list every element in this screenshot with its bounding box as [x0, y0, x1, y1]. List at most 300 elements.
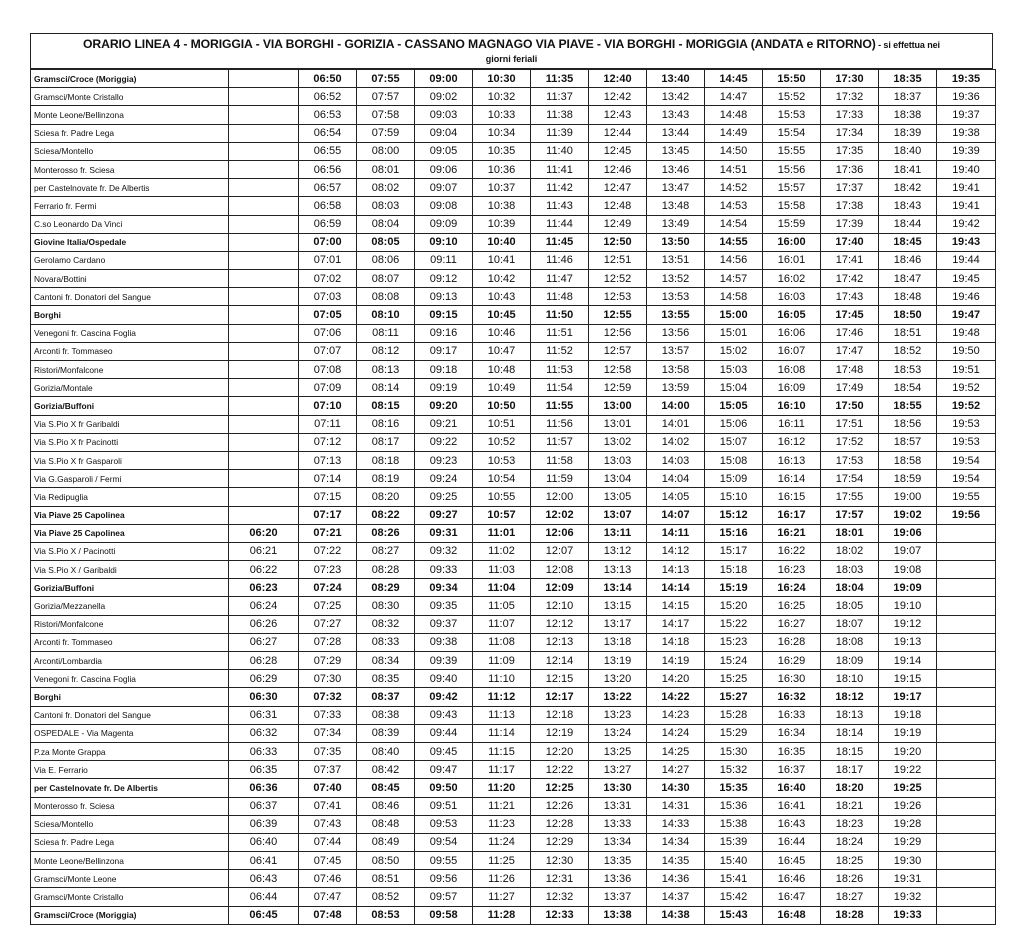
departure-time: 19:38	[937, 124, 996, 142]
departure-time	[229, 160, 299, 178]
departure-time	[937, 779, 996, 797]
departure-time: 14:13	[647, 561, 705, 579]
departure-time: 15:58	[763, 197, 821, 215]
departure-time: 13:33	[589, 815, 647, 833]
departure-time: 09:31	[415, 524, 473, 542]
departure-time: 07:12	[299, 433, 357, 451]
departure-time: 18:45	[879, 233, 937, 251]
departure-time: 07:33	[299, 706, 357, 724]
departure-time: 18:21	[821, 797, 879, 815]
stop-name: Arconti/Lombardia	[31, 652, 229, 670]
departure-time: 09:06	[415, 160, 473, 178]
departure-time: 09:05	[415, 142, 473, 160]
departure-time: 14:17	[647, 615, 705, 633]
departure-time: 08:37	[357, 688, 415, 706]
timetable-row	[31, 706, 996, 724]
departure-time: 18:12	[821, 688, 879, 706]
timetable-row	[31, 433, 996, 451]
stop-name: Via S.Pio X / Pacinotti	[31, 542, 229, 560]
departure-time: 19:32	[879, 888, 937, 906]
departure-time: 13:34	[589, 833, 647, 851]
departure-time	[937, 761, 996, 779]
departure-time: 19:14	[879, 652, 937, 670]
departure-time: 06:20	[229, 524, 299, 542]
departure-time: 09:53	[415, 815, 473, 833]
departure-time	[229, 342, 299, 360]
departure-time: 16:21	[763, 524, 821, 542]
departure-time: 07:07	[299, 342, 357, 360]
departure-time: 15:41	[705, 870, 763, 888]
departure-time	[937, 815, 996, 833]
departure-time: 18:44	[879, 215, 937, 233]
timetable-row	[31, 797, 996, 815]
departure-time: 14:03	[647, 451, 705, 469]
timetable-row	[31, 470, 996, 488]
departure-time: 07:58	[357, 106, 415, 124]
departure-time: 16:12	[763, 433, 821, 451]
departure-time: 15:28	[705, 706, 763, 724]
departure-time	[937, 706, 996, 724]
departure-time	[229, 288, 299, 306]
departure-time: 19:30	[879, 852, 937, 870]
departure-time: 13:20	[589, 670, 647, 688]
stop-name: Sciesa fr. Padre Lega	[31, 124, 229, 142]
timetable-row	[31, 870, 996, 888]
departure-time: 07:40	[299, 779, 357, 797]
departure-time: 19:52	[937, 379, 996, 397]
departure-time: 15:40	[705, 852, 763, 870]
departure-time	[229, 179, 299, 197]
departure-time: 13:50	[647, 233, 705, 251]
departure-time: 10:51	[473, 415, 531, 433]
departure-time: 08:35	[357, 670, 415, 688]
departure-time: 19:18	[879, 706, 937, 724]
departure-time: 16:11	[763, 415, 821, 433]
departure-time: 14:30	[647, 779, 705, 797]
departure-time: 18:43	[879, 197, 937, 215]
departure-time	[937, 670, 996, 688]
departure-time: 18:53	[879, 361, 937, 379]
departure-time: 09:39	[415, 652, 473, 670]
departure-time: 13:38	[589, 906, 647, 924]
departure-time: 18:40	[879, 142, 937, 160]
departure-time: 11:43	[531, 197, 589, 215]
timetable-row	[31, 324, 996, 342]
departure-time: 14:53	[705, 197, 763, 215]
timetable-row	[31, 142, 996, 160]
departure-time: 16:01	[763, 251, 821, 269]
departure-time: 16:41	[763, 797, 821, 815]
departure-time: 18:46	[879, 251, 937, 269]
departure-time: 09:24	[415, 470, 473, 488]
departure-time: 17:40	[821, 233, 879, 251]
departure-time: 06:24	[229, 597, 299, 615]
departure-time: 08:04	[357, 215, 415, 233]
departure-time: 06:58	[299, 197, 357, 215]
timetable-row	[31, 742, 996, 760]
departure-time: 13:02	[589, 433, 647, 451]
departure-time: 14:52	[705, 179, 763, 197]
departure-time: 19:07	[879, 542, 937, 560]
departure-time: 12:57	[589, 342, 647, 360]
departure-time: 12:43	[589, 106, 647, 124]
departure-time: 19:12	[879, 615, 937, 633]
departure-time	[229, 88, 299, 106]
departure-time: 11:39	[531, 124, 589, 142]
stop-name: Monterosso fr. Sciesa	[31, 797, 229, 815]
departure-time: 14:19	[647, 652, 705, 670]
departure-time: 19:51	[937, 361, 996, 379]
departure-time: 07:47	[299, 888, 357, 906]
stop-name: Sciesa fr. Padre Lega	[31, 833, 229, 851]
departure-time: 18:41	[879, 160, 937, 178]
departure-time: 19:37	[937, 106, 996, 124]
departure-time: 18:47	[879, 270, 937, 288]
departure-time: 09:32	[415, 542, 473, 560]
departure-time: 08:48	[357, 815, 415, 833]
departure-time: 18:05	[821, 597, 879, 615]
departure-time: 15:03	[705, 361, 763, 379]
departure-time: 11:17	[473, 761, 531, 779]
timetable-row	[31, 779, 996, 797]
departure-time: 09:27	[415, 506, 473, 524]
stop-name: Via G.Gasparoli / Fermi	[31, 470, 229, 488]
timetable-row	[31, 342, 996, 360]
timetable-row	[31, 579, 996, 597]
departure-time	[229, 451, 299, 469]
timetable-row	[31, 233, 996, 251]
departure-time: 17:51	[821, 415, 879, 433]
departure-time: 17:57	[821, 506, 879, 524]
departure-time: 16:34	[763, 724, 821, 742]
departure-time: 11:13	[473, 706, 531, 724]
departure-time: 08:03	[357, 197, 415, 215]
timetable-row	[31, 179, 996, 197]
departure-time: 11:08	[473, 633, 531, 651]
departure-time: 13:47	[647, 179, 705, 197]
timetable-row	[31, 106, 996, 124]
departure-time: 09:55	[415, 852, 473, 870]
departure-time: 14:14	[647, 579, 705, 597]
departure-time	[229, 306, 299, 324]
departure-time: 12:28	[531, 815, 589, 833]
departure-time: 11:20	[473, 779, 531, 797]
departure-time: 07:35	[299, 742, 357, 760]
departure-time: 11:24	[473, 833, 531, 851]
departure-time: 11:12	[473, 688, 531, 706]
departure-time: 15:02	[705, 342, 763, 360]
departure-time: 06:28	[229, 652, 299, 670]
departure-time: 14:54	[705, 215, 763, 233]
departure-time: 07:09	[299, 379, 357, 397]
departure-time: 08:22	[357, 506, 415, 524]
timetable-row	[31, 288, 996, 306]
departure-time: 11:47	[531, 270, 589, 288]
stop-name: Cantoni fr. Donatori del Sangue	[31, 706, 229, 724]
departure-time: 13:18	[589, 633, 647, 651]
departure-time: 15:12	[705, 506, 763, 524]
departure-time: 15:30	[705, 742, 763, 760]
departure-time: 12:12	[531, 615, 589, 633]
departure-time: 16:06	[763, 324, 821, 342]
departure-time: 09:22	[415, 433, 473, 451]
departure-time: 07:01	[299, 251, 357, 269]
departure-time	[937, 579, 996, 597]
departure-time: 14:51	[705, 160, 763, 178]
departure-time: 13:58	[647, 361, 705, 379]
departure-time: 07:57	[357, 88, 415, 106]
departure-time	[937, 742, 996, 760]
departure-time: 10:54	[473, 470, 531, 488]
departure-time: 12:32	[531, 888, 589, 906]
departure-time: 17:45	[821, 306, 879, 324]
departure-time: 10:46	[473, 324, 531, 342]
departure-time: 18:39	[879, 124, 937, 142]
departure-time: 06:40	[229, 833, 299, 851]
departure-time: 15:17	[705, 542, 763, 560]
departure-time: 18:37	[879, 88, 937, 106]
departure-time: 14:55	[705, 233, 763, 251]
departure-time: 09:08	[415, 197, 473, 215]
departure-time: 06:44	[229, 888, 299, 906]
departure-time	[229, 215, 299, 233]
departure-time: 18:14	[821, 724, 879, 742]
departure-time: 16:33	[763, 706, 821, 724]
departure-time: 18:59	[879, 470, 937, 488]
departure-time: 08:11	[357, 324, 415, 342]
timetable-document	[30, 33, 993, 925]
departure-time: 13:00	[589, 397, 647, 415]
departure-time: 06:22	[229, 561, 299, 579]
departure-time: 09:37	[415, 615, 473, 633]
departure-time: 18:04	[821, 579, 879, 597]
departure-time: 11:21	[473, 797, 531, 815]
departure-time: 15:43	[705, 906, 763, 924]
departure-time	[937, 688, 996, 706]
departure-time: 08:40	[357, 742, 415, 760]
departure-time: 12:58	[589, 361, 647, 379]
departure-time: 19:02	[879, 506, 937, 524]
departure-time: 13:05	[589, 488, 647, 506]
stop-name: Cantoni fr. Donatori del Sangue	[31, 288, 229, 306]
departure-time: 12:00	[531, 488, 589, 506]
departure-time: 19:36	[937, 88, 996, 106]
departure-time: 11:05	[473, 597, 531, 615]
departure-time: 17:36	[821, 160, 879, 178]
departure-time: 11:51	[531, 324, 589, 342]
departure-time: 06:56	[299, 160, 357, 178]
departure-time: 18:02	[821, 542, 879, 560]
departure-time: 12:30	[531, 852, 589, 870]
departure-time: 19:53	[937, 433, 996, 451]
departure-time: 18:55	[879, 397, 937, 415]
departure-time: 08:39	[357, 724, 415, 742]
departure-time: 16:37	[763, 761, 821, 779]
departure-time: 19:15	[879, 670, 937, 688]
departure-time: 07:29	[299, 652, 357, 670]
departure-time: 08:19	[357, 470, 415, 488]
departure-time: 15:35	[705, 779, 763, 797]
departure-time: 11:01	[473, 524, 531, 542]
departure-time: 18:03	[821, 561, 879, 579]
timetable-row	[31, 815, 996, 833]
departure-time: 14:35	[647, 852, 705, 870]
departure-time: 12:31	[531, 870, 589, 888]
departure-time: 13:52	[647, 270, 705, 288]
departure-time: 06:43	[229, 870, 299, 888]
departure-time: 16:08	[763, 361, 821, 379]
stop-name: P.za Monte Grappa	[31, 742, 229, 760]
departure-time: 14:23	[647, 706, 705, 724]
stop-name: Arconti fr. Tommaseo	[31, 342, 229, 360]
departure-time: 18:28	[821, 906, 879, 924]
departure-time: 09:38	[415, 633, 473, 651]
departure-time: 19:50	[937, 342, 996, 360]
departure-time: 14:58	[705, 288, 763, 306]
timetable-row	[31, 361, 996, 379]
departure-time: 15:39	[705, 833, 763, 851]
departure-time: 12:02	[531, 506, 589, 524]
departure-time: 07:17	[299, 506, 357, 524]
departure-time: 19:42	[937, 215, 996, 233]
departure-time: 17:50	[821, 397, 879, 415]
departure-time: 11:14	[473, 724, 531, 742]
departure-time: 11:42	[531, 179, 589, 197]
departure-time: 14:12	[647, 542, 705, 560]
departure-time: 19:54	[937, 451, 996, 469]
departure-time: 12:17	[531, 688, 589, 706]
departure-time	[229, 324, 299, 342]
departure-time: 07:59	[357, 124, 415, 142]
departure-time: 18:27	[821, 888, 879, 906]
departure-time: 06:29	[229, 670, 299, 688]
departure-time: 11:40	[531, 142, 589, 160]
departure-time	[937, 833, 996, 851]
departure-time: 17:34	[821, 124, 879, 142]
departure-time: 07:06	[299, 324, 357, 342]
departure-time: 08:12	[357, 342, 415, 360]
departure-time: 06:52	[299, 88, 357, 106]
departure-time: 08:50	[357, 852, 415, 870]
departure-time: 15:27	[705, 688, 763, 706]
timetable-row	[31, 833, 996, 851]
stop-name: C.so Leonardo Da Vinci	[31, 215, 229, 233]
stop-name: Giovine Italia/Ospedale	[31, 233, 229, 251]
departure-time: 17:47	[821, 342, 879, 360]
departure-time: 16:44	[763, 833, 821, 851]
departure-time: 13:56	[647, 324, 705, 342]
departure-time: 13:27	[589, 761, 647, 779]
departure-time: 17:32	[821, 88, 879, 106]
departure-time: 14:33	[647, 815, 705, 833]
stop-name: Via Piave 25 Capolinea	[31, 506, 229, 524]
departure-time: 10:45	[473, 306, 531, 324]
stop-name: Monte Leone/Bellinzona	[31, 106, 229, 124]
departure-time: 10:32	[473, 88, 531, 106]
stop-name: Ristori/Monfalcone	[31, 615, 229, 633]
departure-time: 14:45	[705, 70, 763, 88]
departure-time: 14:20	[647, 670, 705, 688]
departure-time: 09:25	[415, 488, 473, 506]
departure-time: 10:53	[473, 451, 531, 469]
departure-time: 07:46	[299, 870, 357, 888]
departure-time: 06:30	[229, 688, 299, 706]
departure-time: 07:28	[299, 633, 357, 651]
stop-name: Via Piave 25 Capolinea	[31, 524, 229, 542]
departure-time: 18:57	[879, 433, 937, 451]
service-note-part1: - si effettua nei	[875, 40, 940, 50]
departure-time: 09:09	[415, 215, 473, 233]
departure-time: 10:55	[473, 488, 531, 506]
departure-time: 13:15	[589, 597, 647, 615]
departure-time: 08:06	[357, 251, 415, 269]
departure-time: 13:42	[647, 88, 705, 106]
departure-time: 15:10	[705, 488, 763, 506]
stop-name: Gramsci/Monte Cristallo	[31, 88, 229, 106]
departure-time: 19:22	[879, 761, 937, 779]
departure-time: 19:52	[937, 397, 996, 415]
departure-time: 09:10	[415, 233, 473, 251]
departure-time: 14:34	[647, 833, 705, 851]
departure-time: 16:00	[763, 233, 821, 251]
departure-time: 19:33	[879, 906, 937, 924]
departure-time	[937, 652, 996, 670]
departure-time: 16:46	[763, 870, 821, 888]
departure-time: 19:43	[937, 233, 996, 251]
departure-time: 08:18	[357, 451, 415, 469]
timetable-row	[31, 306, 996, 324]
departure-time: 12:33	[531, 906, 589, 924]
departure-time: 18:15	[821, 742, 879, 760]
departure-time: 12:14	[531, 652, 589, 670]
departure-time: 09:47	[415, 761, 473, 779]
departure-time: 19:53	[937, 415, 996, 433]
departure-time: 06:33	[229, 742, 299, 760]
stop-name: Venegoni fr. Cascina Foglia	[31, 670, 229, 688]
departure-time: 12:18	[531, 706, 589, 724]
departure-time: 15:05	[705, 397, 763, 415]
departure-time: 15:38	[705, 815, 763, 833]
departure-time: 12:48	[589, 197, 647, 215]
stop-name: Via E. Ferrario	[31, 761, 229, 779]
departure-time: 07:32	[299, 688, 357, 706]
departure-time: 07:11	[299, 415, 357, 433]
departure-time: 18:54	[879, 379, 937, 397]
timetable-row	[31, 70, 996, 88]
departure-time: 11:44	[531, 215, 589, 233]
departure-time: 17:33	[821, 106, 879, 124]
departure-time: 11:25	[473, 852, 531, 870]
departure-time: 08:02	[357, 179, 415, 197]
departure-time: 09:33	[415, 561, 473, 579]
departure-time: 09:13	[415, 288, 473, 306]
departure-time: 11:41	[531, 160, 589, 178]
departure-time: 08:26	[357, 524, 415, 542]
departure-time: 10:57	[473, 506, 531, 524]
timetable-row	[31, 761, 996, 779]
departure-time: 07:24	[299, 579, 357, 597]
departure-time: 07:10	[299, 397, 357, 415]
departure-time: 13:35	[589, 852, 647, 870]
departure-time: 14:22	[647, 688, 705, 706]
departure-time: 13:55	[647, 306, 705, 324]
departure-time: 08:17	[357, 433, 415, 451]
departure-time: 10:52	[473, 433, 531, 451]
departure-time: 09:19	[415, 379, 473, 397]
departure-time: 14:07	[647, 506, 705, 524]
departure-time: 19:10	[879, 597, 937, 615]
timetable-row	[31, 124, 996, 142]
